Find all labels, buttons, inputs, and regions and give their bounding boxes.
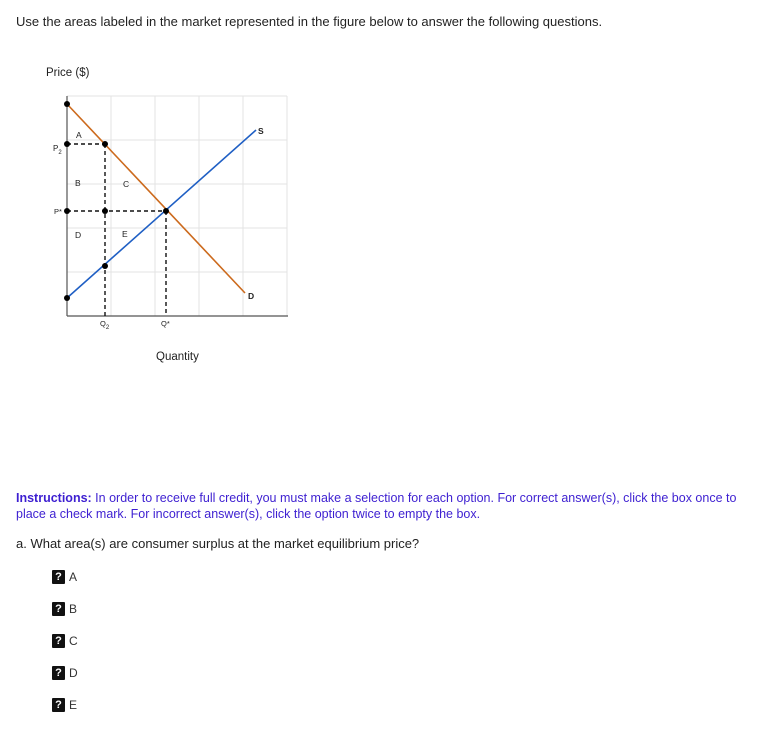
answer-options [52,568,78,728]
option-c[interactable] [52,632,78,650]
point-supply-intercept [64,295,70,301]
option-label: B [69,602,78,616]
area-label-c: C [123,179,130,189]
area-label-a: A [76,130,82,140]
demand-curve [67,104,245,293]
intro-text: Use the areas labeled in the market represented in the figure below to answer the following questions. [16,14,603,29]
option-e[interactable] [52,696,78,714]
y-axis-label: Price ($) [46,67,90,79]
point-q2-pstar [102,208,108,214]
unanswered-box-icon[interactable]: ? [52,698,65,712]
unanswered-box-icon[interactable]: ? [52,634,65,648]
area-label-d: D [75,230,82,240]
area-label-b: B [75,178,81,188]
instructions-text: In order to receive full credit, you must make a selection for each option. For correct answer(s), click the box once to place a check mark. For incorrect answer(s), click the option twice to empty the box. [16,491,737,521]
point-demand-intercept [64,101,70,107]
option-a[interactable] [52,568,78,586]
option-b[interactable] [52,600,78,618]
tick-pstar: P* [54,207,62,216]
demand-label: D [248,291,255,301]
tick-q2: $Q_2$ [100,319,110,331]
question-a: a. What area(s) are consumer surplus at the market equilibrium price? [16,536,420,551]
unanswered-box-icon[interactable]: ? [52,570,65,584]
point-pstar-axis [64,208,70,214]
supply-label: S [258,126,264,136]
unanswered-box-icon[interactable]: ? [52,602,65,616]
x-axis-label: Quantity [156,351,199,363]
option-label: C [69,634,78,648]
tick-qstar: Q* [161,319,170,328]
point-q2-supply [102,263,108,269]
dashed-guides [67,144,166,316]
area-label-e: E [122,229,128,239]
point-equilibrium [163,208,169,214]
instructions-bold: Instructions: [16,491,92,505]
tick-p2: $P_2$ [53,144,62,156]
supply-curve [67,130,256,298]
point-q2-demand [102,141,108,147]
point-p2-axis [64,141,70,147]
grid [67,96,287,316]
option-label: A [69,570,78,584]
option-label: E [69,698,78,712]
option-d[interactable] [52,664,78,682]
unanswered-box-icon[interactable]: ? [52,666,65,680]
option-label: D [69,666,78,680]
instructions [16,490,756,522]
